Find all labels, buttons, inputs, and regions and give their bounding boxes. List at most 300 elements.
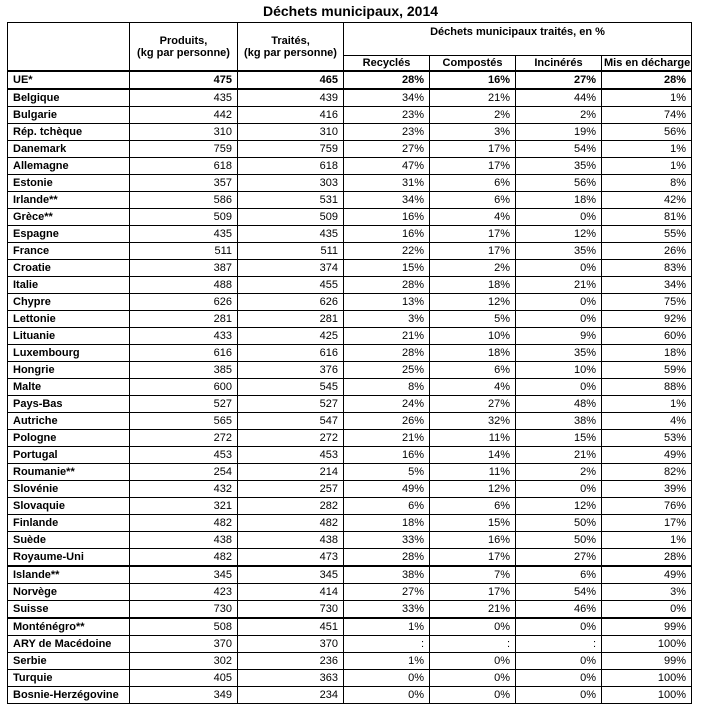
cell-traites: 376 [238, 362, 344, 379]
cell-incineres: 2% [516, 107, 602, 124]
cell-incineres: 27% [516, 71, 602, 89]
cell-traites: 618 [238, 158, 344, 175]
cell-produits: 626 [130, 294, 238, 311]
cell-decharge: 99% [602, 653, 692, 670]
cell-incineres: 54% [516, 141, 602, 158]
cell-compostes: 10% [430, 328, 516, 345]
cell-recycles: 33% [344, 601, 430, 619]
cell-incineres: 10% [516, 362, 602, 379]
country-name: Islande** [8, 566, 130, 584]
cell-produits: 442 [130, 107, 238, 124]
page-title: Déchets municipaux, 2014 [262, 3, 439, 19]
table-row [8, 413, 692, 430]
cell-incineres: 0% [516, 260, 602, 277]
cell-recycles: 22% [344, 243, 430, 260]
cell-compostes: 0% [430, 618, 516, 636]
cell-decharge: 0% [602, 601, 692, 619]
cell-traites: 282 [238, 498, 344, 515]
table-row [8, 89, 692, 107]
cell-incineres: 15% [516, 430, 602, 447]
table-row [8, 107, 692, 124]
cell-produits: 482 [130, 549, 238, 567]
cell-recycles: 23% [344, 124, 430, 141]
cell-compostes: 4% [430, 209, 516, 226]
cell-produits: 435 [130, 226, 238, 243]
cell-compostes: 11% [430, 430, 516, 447]
cell-produits: 423 [130, 584, 238, 601]
cell-produits: 438 [130, 532, 238, 549]
cell-recycles: 16% [344, 209, 430, 226]
cell-incineres: 54% [516, 584, 602, 601]
cell-traites: 473 [238, 549, 344, 567]
cell-recycles: 34% [344, 192, 430, 209]
cell-decharge: 1% [602, 141, 692, 158]
cell-incineres: 0% [516, 311, 602, 328]
cell-recycles: 1% [344, 653, 430, 670]
cell-recycles: 27% [344, 141, 430, 158]
table-row [8, 549, 692, 567]
treated-group-header: Déchets municipaux traités, en % [344, 23, 692, 56]
cell-recycles: 13% [344, 294, 430, 311]
cell-produits: 527 [130, 396, 238, 413]
cell-traites: 416 [238, 107, 344, 124]
country-name: Roumanie** [8, 464, 130, 481]
cell-produits: 508 [130, 618, 238, 636]
cell-produits: 730 [130, 601, 238, 619]
cell-traites: 531 [238, 192, 344, 209]
cell-traites: 730 [238, 601, 344, 619]
cell-decharge: 75% [602, 294, 692, 311]
cell-compostes: 21% [430, 601, 516, 619]
cell-recycles: 6% [344, 498, 430, 515]
cell-traites: 281 [238, 311, 344, 328]
country-name: Slovaquie [8, 498, 130, 515]
cell-produits: 565 [130, 413, 238, 430]
cell-decharge: 4% [602, 413, 692, 430]
cell-decharge: 76% [602, 498, 692, 515]
cell-decharge: 28% [602, 549, 692, 567]
cell-decharge: 100% [602, 687, 692, 704]
table-row [8, 566, 692, 584]
cell-produits: 616 [130, 345, 238, 362]
cell-incineres: 44% [516, 89, 602, 107]
cell-decharge: 74% [602, 107, 692, 124]
cell-compostes: 21% [430, 89, 516, 107]
country-name: Finlande [8, 515, 130, 532]
cell-recycles: 8% [344, 379, 430, 396]
cell-traites: 214 [238, 464, 344, 481]
cell-produits: 618 [130, 158, 238, 175]
cell-incineres: 9% [516, 328, 602, 345]
cell-produits: 349 [130, 687, 238, 704]
cell-recycles: 26% [344, 413, 430, 430]
table-row [8, 584, 692, 601]
country-name: Chypre [8, 294, 130, 311]
cell-decharge: 39% [602, 481, 692, 498]
cell-produits: 759 [130, 141, 238, 158]
cell-incineres: 12% [516, 498, 602, 515]
country-name: Autriche [8, 413, 130, 430]
cell-produits: 405 [130, 670, 238, 687]
cell-incineres: 35% [516, 345, 602, 362]
produits-header-label: Produits, [159, 34, 208, 47]
cell-incineres: 18% [516, 192, 602, 209]
cell-decharge: 81% [602, 209, 692, 226]
table-row [8, 464, 692, 481]
cell-incineres: 21% [516, 447, 602, 464]
cell-compostes: 17% [430, 584, 516, 601]
cell-decharge: 100% [602, 670, 692, 687]
cell-traites: 374 [238, 260, 344, 277]
table-row [8, 532, 692, 549]
cell-compostes: 14% [430, 447, 516, 464]
cell-compostes: 0% [430, 670, 516, 687]
cell-incineres: 0% [516, 653, 602, 670]
cell-traites: 303 [238, 175, 344, 192]
cell-recycles: 38% [344, 566, 430, 584]
country-header [8, 23, 130, 72]
cell-recycles: 28% [344, 277, 430, 294]
cell-traites: 414 [238, 584, 344, 601]
table-row [8, 124, 692, 141]
cell-recycles: 28% [344, 345, 430, 362]
cell-recycles: 28% [344, 549, 430, 567]
cell-decharge: 1% [602, 158, 692, 175]
cell-compostes: 6% [430, 362, 516, 379]
country-name: ARY de Macédoine [8, 636, 130, 653]
country-name: Estonie [8, 175, 130, 192]
cell-decharge: 56% [602, 124, 692, 141]
cell-recycles: 15% [344, 260, 430, 277]
cell-decharge: 1% [602, 89, 692, 107]
cell-produits: 370 [130, 636, 238, 653]
cell-traites: 545 [238, 379, 344, 396]
table-row [8, 498, 692, 515]
cell-decharge: 34% [602, 277, 692, 294]
decharge-header: Mis en décharge [602, 56, 692, 72]
country-name: Espagne [8, 226, 130, 243]
cell-decharge: 100% [602, 636, 692, 653]
cell-produits: 281 [130, 311, 238, 328]
cell-recycles: 24% [344, 396, 430, 413]
compostes-header: Compostés [430, 56, 516, 72]
country-name: UE* [8, 71, 130, 89]
cell-compostes: 15% [430, 515, 516, 532]
cell-incineres: 19% [516, 124, 602, 141]
produits-header-unit: (kg par personne) [137, 46, 230, 59]
cell-incineres: 0% [516, 209, 602, 226]
cell-compostes: 18% [430, 277, 516, 294]
cell-produits: 600 [130, 379, 238, 396]
table-row [8, 379, 692, 396]
cell-traites: 363 [238, 670, 344, 687]
cell-incineres: 48% [516, 396, 602, 413]
cell-compostes: 6% [430, 175, 516, 192]
country-name: Luxembourg [8, 345, 130, 362]
cell-produits: 345 [130, 566, 238, 584]
table-row [8, 192, 692, 209]
table-row [8, 670, 692, 687]
cell-incineres: 38% [516, 413, 602, 430]
cell-produits: 310 [130, 124, 238, 141]
cell-recycles: 23% [344, 107, 430, 124]
cell-traites: 345 [238, 566, 344, 584]
cell-traites: 451 [238, 618, 344, 636]
cell-produits: 272 [130, 430, 238, 447]
table-row [8, 277, 692, 294]
cell-incineres: 27% [516, 549, 602, 567]
country-name: Suède [8, 532, 130, 549]
cell-compostes: 2% [430, 107, 516, 124]
cell-recycles: 18% [344, 515, 430, 532]
cell-recycles: 27% [344, 584, 430, 601]
cell-decharge: 28% [602, 71, 692, 89]
cell-recycles: 16% [344, 226, 430, 243]
country-name: Pays-Bas [8, 396, 130, 413]
table-row [8, 141, 692, 158]
cell-recycles: 21% [344, 430, 430, 447]
country-name: Bosnie-Herzégovine [8, 687, 130, 704]
table-row [8, 362, 692, 379]
cell-incineres: 0% [516, 687, 602, 704]
country-name: Lettonie [8, 311, 130, 328]
cell-decharge: 99% [602, 618, 692, 636]
country-name: Malte [8, 379, 130, 396]
country-name: Irlande** [8, 192, 130, 209]
table-row [8, 430, 692, 447]
cell-traites: 759 [238, 141, 344, 158]
country-name: Lituanie [8, 328, 130, 345]
cell-traites: 616 [238, 345, 344, 362]
cell-produits: 475 [130, 71, 238, 89]
country-name: Bulgarie [8, 107, 130, 124]
cell-recycles: 33% [344, 532, 430, 549]
cell-traites: 272 [238, 430, 344, 447]
cell-recycles: 47% [344, 158, 430, 175]
country-name: Serbie [8, 653, 130, 670]
country-name: Grèce** [8, 209, 130, 226]
country-name: Croatie [8, 260, 130, 277]
cell-decharge: 82% [602, 464, 692, 481]
cell-recycles: 21% [344, 328, 430, 345]
cell-recycles: 31% [344, 175, 430, 192]
cell-decharge: 17% [602, 515, 692, 532]
cell-traites: 465 [238, 71, 344, 89]
cell-compostes: 16% [430, 71, 516, 89]
produits-header [130, 23, 238, 72]
cell-produits: 435 [130, 89, 238, 107]
table-row [8, 687, 692, 704]
cell-traites: 455 [238, 277, 344, 294]
cell-decharge: 60% [602, 328, 692, 345]
table-row [8, 601, 692, 619]
cell-compostes: 6% [430, 192, 516, 209]
cell-incineres: 46% [516, 601, 602, 619]
country-name: Royaume-Uni [8, 549, 130, 567]
cell-recycles: 5% [344, 464, 430, 481]
country-name: Pologne [8, 430, 130, 447]
cell-incineres: 0% [516, 294, 602, 311]
country-name: Turquie [8, 670, 130, 687]
country-name: Hongrie [8, 362, 130, 379]
cell-decharge: 83% [602, 260, 692, 277]
cell-incineres: 2% [516, 464, 602, 481]
table-row [8, 175, 692, 192]
table-row [8, 311, 692, 328]
cell-incineres: 0% [516, 481, 602, 498]
table-row [8, 345, 692, 362]
cell-traites: 453 [238, 447, 344, 464]
cell-compostes: 32% [430, 413, 516, 430]
cell-traites: 439 [238, 89, 344, 107]
cell-decharge: 1% [602, 532, 692, 549]
cell-traites: 236 [238, 653, 344, 670]
cell-incineres: 6% [516, 566, 602, 584]
cell-decharge: 92% [602, 311, 692, 328]
cell-compostes: 18% [430, 345, 516, 362]
cell-recycles: 3% [344, 311, 430, 328]
cell-compostes: 17% [430, 226, 516, 243]
cell-incineres: 56% [516, 175, 602, 192]
cell-decharge: 8% [602, 175, 692, 192]
table-row [8, 481, 692, 498]
cell-traites: 257 [238, 481, 344, 498]
cell-recycles: : [344, 636, 430, 653]
traites-header-label: Traités, [271, 34, 310, 47]
cell-traites: 234 [238, 687, 344, 704]
cell-recycles: 0% [344, 670, 430, 687]
cell-compostes: 11% [430, 464, 516, 481]
cell-produits: 432 [130, 481, 238, 498]
cell-compostes: 27% [430, 396, 516, 413]
country-name: Slovénie [8, 481, 130, 498]
cell-incineres: 21% [516, 277, 602, 294]
cell-compostes: 16% [430, 532, 516, 549]
cell-decharge: 1% [602, 396, 692, 413]
table-row [8, 71, 692, 89]
cell-compostes: 12% [430, 481, 516, 498]
cell-traites: 527 [238, 396, 344, 413]
cell-produits: 302 [130, 653, 238, 670]
cell-compostes: 5% [430, 311, 516, 328]
cell-recycles: 34% [344, 89, 430, 107]
cell-traites: 511 [238, 243, 344, 260]
cell-compostes: 17% [430, 141, 516, 158]
incineres-header: Incinérés [516, 56, 602, 72]
cell-produits: 433 [130, 328, 238, 345]
table-row [8, 447, 692, 464]
country-name: Allemagne [8, 158, 130, 175]
cell-incineres: 0% [516, 618, 602, 636]
table-row [8, 618, 692, 636]
cell-produits: 482 [130, 515, 238, 532]
cell-compostes: 17% [430, 549, 516, 567]
country-name: Portugal [8, 447, 130, 464]
cell-traites: 438 [238, 532, 344, 549]
cell-decharge: 49% [602, 566, 692, 584]
cell-compostes: 3% [430, 124, 516, 141]
cell-compostes: 17% [430, 158, 516, 175]
cell-traites: 482 [238, 515, 344, 532]
cell-produits: 254 [130, 464, 238, 481]
cell-recycles: 1% [344, 618, 430, 636]
cell-compostes: 7% [430, 566, 516, 584]
cell-compostes: 0% [430, 687, 516, 704]
waste-table [7, 22, 692, 704]
cell-compostes: 4% [430, 379, 516, 396]
traites-header-unit: (kg par personne) [244, 46, 337, 59]
recycles-header: Recyclés [344, 56, 430, 72]
cell-incineres: 35% [516, 158, 602, 175]
table-row [8, 158, 692, 175]
cell-recycles: 16% [344, 447, 430, 464]
cell-decharge: 53% [602, 430, 692, 447]
cell-incineres: 0% [516, 670, 602, 687]
table-row [8, 294, 692, 311]
cell-recycles: 28% [344, 71, 430, 89]
cell-decharge: 49% [602, 447, 692, 464]
table-row [8, 260, 692, 277]
country-name: Norvège [8, 584, 130, 601]
cell-incineres: : [516, 636, 602, 653]
cell-incineres: 0% [516, 379, 602, 396]
cell-produits: 511 [130, 243, 238, 260]
cell-produits: 453 [130, 447, 238, 464]
cell-incineres: 35% [516, 243, 602, 260]
table-row [8, 209, 692, 226]
cell-decharge: 55% [602, 226, 692, 243]
cell-produits: 387 [130, 260, 238, 277]
traites-header [238, 23, 344, 72]
cell-decharge: 3% [602, 584, 692, 601]
cell-traites: 425 [238, 328, 344, 345]
cell-incineres: 50% [516, 515, 602, 532]
cell-produits: 488 [130, 277, 238, 294]
cell-incineres: 12% [516, 226, 602, 243]
cell-produits: 586 [130, 192, 238, 209]
cell-compostes: : [430, 636, 516, 653]
cell-compostes: 0% [430, 653, 516, 670]
cell-traites: 370 [238, 636, 344, 653]
country-name: Rép. tchèque [8, 124, 130, 141]
cell-produits: 509 [130, 209, 238, 226]
cell-decharge: 26% [602, 243, 692, 260]
cell-produits: 357 [130, 175, 238, 192]
country-name: France [8, 243, 130, 260]
cell-traites: 310 [238, 124, 344, 141]
cell-compostes: 17% [430, 243, 516, 260]
cell-compostes: 2% [430, 260, 516, 277]
cell-incineres: 50% [516, 532, 602, 549]
table-row [8, 226, 692, 243]
cell-produits: 321 [130, 498, 238, 515]
cell-decharge: 59% [602, 362, 692, 379]
cell-decharge: 88% [602, 379, 692, 396]
country-name: Suisse [8, 601, 130, 619]
country-name: Monténégro** [8, 618, 130, 636]
cell-traites: 509 [238, 209, 344, 226]
cell-traites: 626 [238, 294, 344, 311]
table-row [8, 396, 692, 413]
country-name: Belgique [8, 89, 130, 107]
cell-compostes: 6% [430, 498, 516, 515]
cell-traites: 547 [238, 413, 344, 430]
cell-recycles: 0% [344, 687, 430, 704]
cell-decharge: 42% [602, 192, 692, 209]
table-row [8, 636, 692, 653]
cell-recycles: 25% [344, 362, 430, 379]
cell-compostes: 12% [430, 294, 516, 311]
